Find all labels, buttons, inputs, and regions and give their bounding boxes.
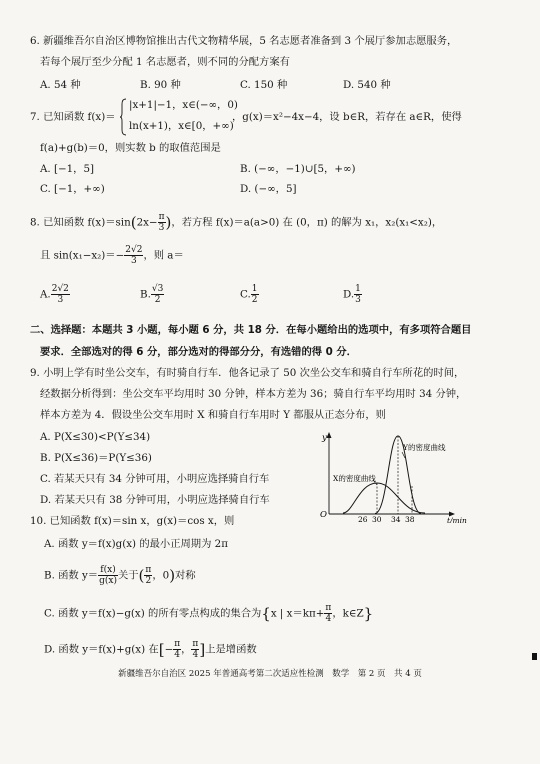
q7-piece2: ln(x+1)，x∈[0，+∞) <box>129 120 234 132</box>
q9-option-b: B. P(X≤36)＝P(Y≤36) <box>40 452 152 464</box>
q7-option-c: C. [−1，+∞) <box>40 183 105 195</box>
x-axis-label: t/min <box>447 516 467 523</box>
tick-label-30: 30 <box>372 515 382 523</box>
chart-y-axis-label: y <box>322 433 327 443</box>
q7-option-a: A. [−1，5] <box>40 163 95 175</box>
q8-stem-line2: 且 sin(x₁−x₂)＝− $\frac{2√2}{3}$ ，则 a＝ <box>40 245 184 266</box>
q7-option-d: D. (−∞，5] <box>240 183 297 195</box>
q10-stem: 10. 已知函数 f(x)＝sin x，g(x)＝cos x，则 <box>30 515 235 527</box>
q7-stem-line2: f(a)+g(b)＝0，则实数 b 的取值范围是 <box>40 142 221 154</box>
origin-label: O <box>320 510 327 520</box>
q8-lead: 8. 已知函数 f(x)＝sin <box>30 216 131 229</box>
density-curves-chart <box>315 428 475 523</box>
q10-option-b: B. 函数 y＝ $\frac{f(x)}{g(x)}$ 关于( $\frac{\pi}{2}$ ，0)对称 <box>44 565 196 586</box>
q9-stem-line1: 9. 小明上学有时坐公交车，有时骑自行车．他各记录了 50 次坐公交车和骑自行车所花的时间， <box>30 367 465 379</box>
q8-option-a: A. $\frac{2√2}{3}$ <box>40 284 69 305</box>
q7-piece1: |x+1|−1，x∈(−∞，0) <box>129 99 238 111</box>
q8-option-d: D. $\frac{1}{3}$ <box>343 284 361 305</box>
q8-option-c: C. $\frac{1}{2}$ <box>240 284 258 305</box>
tick-label-26: 26 <box>358 515 368 523</box>
q8-option-b: B. $\frac{√3}{2}$ <box>140 284 164 305</box>
section2-heading: 二、选择题：本题共 3 小题，每小题 6 分，共 18 分．在每小题给出的选项中，有多项符合题目 <box>30 324 472 336</box>
scan-mark <box>532 653 537 660</box>
tick-label-34: 34 <box>391 515 401 523</box>
q6-option-a: A. 54 种 <box>40 79 81 91</box>
q7-option-b: B. (−∞，−1)∪[5，+∞) <box>240 163 356 175</box>
q9-option-a: A. P(X≤30)<P(Y≤34) <box>40 431 151 443</box>
q10-option-a: A. 函数 y＝f(x)g(x) 的最小正周期为 2π <box>44 538 228 550</box>
q6-option-b: B. 90 种 <box>140 79 181 91</box>
q8-sin-fraction: $\frac{2√2}{3}$ <box>125 245 143 266</box>
q6-option-c: C. 150 种 <box>240 79 288 91</box>
q10-option-d: D. 函数 y＝f(x)+g(x) 在[− $\frac{\pi}{4}$ ， $\frac{\pi}{4}$ ]上是增函数 <box>44 639 257 660</box>
q9-option-c: C. 若某天只有 34 分钟可用，小明应选择骑自行车 <box>40 473 270 485</box>
q8-pi-over-3: $\frac{\pi}{3}$ <box>158 212 165 233</box>
q9-option-d: D. 若某天只有 38 分钟可用，小明应选择骑自行车 <box>40 494 270 506</box>
q9-stem-line2: 经数据分析得到：坐公交车平均用时 30 分钟，样本方差为 36；骑自行车平均用时 34 分钟， <box>40 388 467 400</box>
tick-label-38: 38 <box>405 515 415 523</box>
x-curve-label: X的密度曲线 <box>333 474 376 483</box>
q7-tail: ，g(x)＝x²−4x−4，设 b∈R，若存在 a∈R，使得 <box>232 111 462 123</box>
section2-heading-line2: 要求．全部选对的得 6 分，部分选对的得部分分，有选错的得 0 分． <box>40 346 357 358</box>
q6-option-d: D. 540 种 <box>343 79 391 91</box>
q6-stem-line1: 6. 新疆维吾尔自治区博物馆推出古代文物精华展，5 名志愿者准备到 3 个展厅参加志愿服务， <box>30 35 458 47</box>
q8-tail: ，若方程 f(x)＝a(a>0) 在 (0，π) 的解为 x₁，x₂(x₁<x₂)， <box>171 216 443 229</box>
q8-stem-line1: 8. 已知函数 f(x)＝sin(2x− $\frac{\pi}{3}$ )，若方程 f(x)＝a(a>0) 在 (0，π) 的解为 x₁，x₂(x₁<x₂)， <box>30 212 443 233</box>
q9-stem-line3: 样本方差为 4．假设坐公交车用时 X 和骑自行车用时 Y 都服从正态分布，则 <box>40 409 386 421</box>
q7-lead: 7. 已知函数 f(x)＝ <box>30 111 116 123</box>
q10-option-c: C. 函数 y＝f(x)−g(x) 的所有零点构成的集合为{x | x＝kπ+ $\frac{\pi}{4}$ ，k∈Z} <box>44 603 374 624</box>
q6-stem-line2: 若每个展厅至少分配 1 名志愿者，则不同的分配方案有 <box>40 56 290 68</box>
q8-arg: 2x− <box>136 216 158 229</box>
page-footer: 新疆维吾尔自治区 2025 年普通高考第二次适应性检测 数学 第 2 页 共 4 页 <box>118 669 422 679</box>
q7-piecewise-brace <box>120 98 128 136</box>
y-curve-label: Y的密度曲线 <box>403 443 446 452</box>
